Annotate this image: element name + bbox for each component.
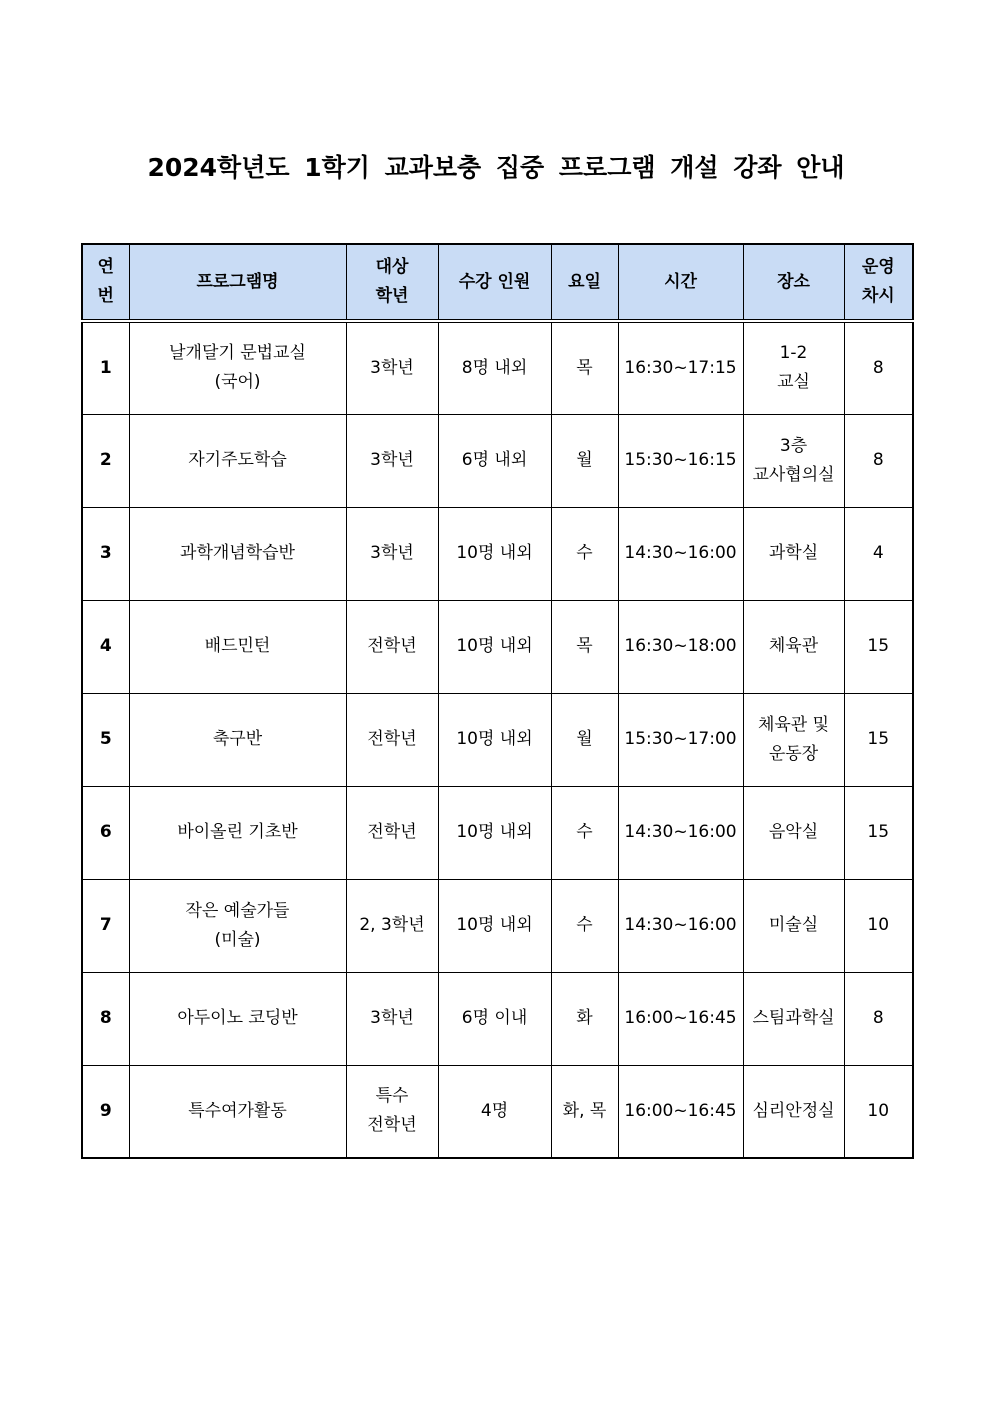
cell-program-line: (미술) xyxy=(214,929,261,950)
cell-capacity: 6명 이내 xyxy=(438,972,551,1065)
program-table xyxy=(81,243,914,1159)
cell-capacity: 8명 내외 xyxy=(438,321,551,414)
cell-sessions: 8 xyxy=(844,414,913,507)
cell-time: 14:30~16:00 xyxy=(618,879,743,972)
cell-program-line: 배드민턴 xyxy=(204,636,271,656)
header-grade-line-1: 대상 xyxy=(375,257,409,277)
cell-day: 목 xyxy=(551,600,618,693)
cell-time: 14:30~16:00 xyxy=(618,507,743,600)
cell-grade xyxy=(346,600,438,693)
header-grade-line-2: 학년 xyxy=(375,286,409,306)
cell-place xyxy=(743,414,844,507)
cell-day: 수 xyxy=(551,879,618,972)
header-place-label: 장소 xyxy=(777,271,810,292)
cell-place xyxy=(743,879,844,972)
cell-program-line: 작은 예술가들 xyxy=(185,900,290,921)
cell-capacity: 10명 내외 xyxy=(438,693,551,786)
cell-time: 16:30~18:00 xyxy=(618,600,743,693)
cell-place xyxy=(743,600,844,693)
cell-sessions: 4 xyxy=(844,507,913,600)
header-capacity xyxy=(438,244,551,321)
cell-program-line: 자기주도학습 xyxy=(188,450,287,470)
cell-place xyxy=(743,693,844,786)
cell-no: 9 xyxy=(82,1065,129,1158)
header-program xyxy=(129,244,346,321)
cell-grade-line: 전학년 xyxy=(367,636,417,656)
cell-no: 1 xyxy=(82,321,129,414)
cell-sessions: 10 xyxy=(844,879,913,972)
cell-place-line: 체육관 xyxy=(768,636,819,656)
cell-sessions: 15 xyxy=(844,786,913,879)
cell-program xyxy=(129,972,346,1065)
cell-place-line: 1-2 xyxy=(779,343,808,364)
header-no-line-2: 번 xyxy=(97,286,114,306)
header-capacity-label: 수강 인원 xyxy=(458,271,531,292)
cell-program xyxy=(129,507,346,600)
cell-program-line: 바이올린 기초반 xyxy=(177,822,298,842)
cell-capacity: 10명 내외 xyxy=(438,600,551,693)
table-body xyxy=(82,321,913,1158)
header-sessions-line-2: 차시 xyxy=(861,286,895,306)
cell-program-line: 날개달기 문법교실 xyxy=(169,343,306,364)
cell-place-line: 3층 xyxy=(779,435,808,456)
cell-time: 16:00~16:45 xyxy=(618,1065,743,1158)
table-row xyxy=(82,600,913,693)
cell-place-line: 심리안정실 xyxy=(752,1100,835,1121)
header-no-line-1: 연 xyxy=(97,257,114,277)
cell-grade xyxy=(346,414,438,507)
cell-no: 3 xyxy=(82,507,129,600)
cell-day: 수 xyxy=(551,786,618,879)
cell-grade-line: 전학년 xyxy=(367,1115,417,1136)
cell-grade xyxy=(346,1065,438,1158)
cell-place-line: 음악실 xyxy=(768,822,819,842)
header-place xyxy=(743,244,844,321)
cell-program-line: 특수여가활동 xyxy=(188,1100,287,1121)
cell-capacity: 10명 내외 xyxy=(438,786,551,879)
cell-no: 4 xyxy=(82,600,129,693)
table-row xyxy=(82,693,913,786)
table-row xyxy=(82,414,913,507)
cell-program xyxy=(129,600,346,693)
cell-grade-line: 3학년 xyxy=(370,357,414,378)
cell-time: 15:30~16:15 xyxy=(618,414,743,507)
cell-grade xyxy=(346,321,438,414)
cell-program-line: (국어) xyxy=(214,372,261,393)
cell-time: 16:30~17:15 xyxy=(618,321,743,414)
cell-no: 8 xyxy=(82,972,129,1065)
table-row xyxy=(82,1065,913,1158)
cell-day: 수 xyxy=(551,507,618,600)
cell-place-line: 교실 xyxy=(777,372,810,393)
cell-grade-line: 전학년 xyxy=(367,729,417,749)
cell-capacity: 4명 xyxy=(438,1065,551,1158)
cell-sessions: 8 xyxy=(844,972,913,1065)
cell-time: 15:30~17:00 xyxy=(618,693,743,786)
cell-grade xyxy=(346,507,438,600)
cell-sessions: 15 xyxy=(844,693,913,786)
cell-no: 7 xyxy=(82,879,129,972)
cell-place-line: 운동장 xyxy=(768,743,819,764)
cell-program xyxy=(129,1065,346,1158)
cell-no: 6 xyxy=(82,786,129,879)
cell-day: 화 xyxy=(551,972,618,1065)
cell-no: 5 xyxy=(82,693,129,786)
cell-no: 2 xyxy=(82,414,129,507)
cell-place-line: 교사협의실 xyxy=(752,464,835,485)
cell-sessions: 8 xyxy=(844,321,913,414)
cell-place-line: 체육관 및 xyxy=(757,714,830,735)
cell-program xyxy=(129,693,346,786)
cell-grade xyxy=(346,972,438,1065)
cell-capacity: 6명 내외 xyxy=(438,414,551,507)
cell-sessions: 15 xyxy=(844,600,913,693)
table-row xyxy=(82,879,913,972)
cell-program xyxy=(129,321,346,414)
cell-day: 화, 목 xyxy=(551,1065,618,1158)
cell-place xyxy=(743,1065,844,1158)
cell-grade xyxy=(346,693,438,786)
table-row xyxy=(82,972,913,1065)
page-title: 2024학년도 1학기 교과보충 집중 프로그램 개설 강좌 안내 xyxy=(147,153,845,182)
cell-grade xyxy=(346,879,438,972)
table-header-row xyxy=(82,244,913,321)
cell-grade-line: 3학년 xyxy=(370,450,414,470)
cell-place xyxy=(743,507,844,600)
cell-capacity: 10명 내외 xyxy=(438,879,551,972)
cell-day: 월 xyxy=(551,693,618,786)
header-grade xyxy=(346,244,438,321)
header-program-label: 프로그램명 xyxy=(196,271,279,292)
cell-time: 14:30~16:00 xyxy=(618,786,743,879)
cell-program-line: 과학개념학습반 xyxy=(180,543,295,563)
table-row xyxy=(82,507,913,600)
cell-program xyxy=(129,786,346,879)
cell-program-line: 축구반 xyxy=(212,729,263,749)
header-day-label: 요일 xyxy=(568,271,601,292)
cell-place xyxy=(743,972,844,1065)
cell-place-line: 미술실 xyxy=(768,915,819,935)
table-row xyxy=(82,321,913,414)
cell-place xyxy=(743,786,844,879)
cell-grade-line: 3학년 xyxy=(370,543,414,563)
cell-capacity: 10명 내외 xyxy=(438,507,551,600)
cell-place-line: 과학실 xyxy=(768,543,819,563)
cell-sessions: 10 xyxy=(844,1065,913,1158)
cell-time: 16:00~16:45 xyxy=(618,972,743,1065)
cell-place-line: 스팀과학실 xyxy=(752,1008,835,1028)
cell-program xyxy=(129,879,346,972)
cell-program-line: 아두이노 코딩반 xyxy=(177,1008,298,1028)
cell-grade-line: 전학년 xyxy=(367,822,417,842)
cell-program xyxy=(129,414,346,507)
header-time xyxy=(618,244,743,321)
header-no xyxy=(82,244,129,321)
cell-day: 월 xyxy=(551,414,618,507)
header-sessions-line-1: 운영 xyxy=(861,257,895,277)
cell-grade-line: 3학년 xyxy=(370,1008,414,1028)
cell-grade xyxy=(346,786,438,879)
header-sessions xyxy=(844,244,913,321)
table-row xyxy=(82,786,913,879)
header-time-label: 시간 xyxy=(664,271,697,292)
cell-grade-line: 특수 xyxy=(375,1086,409,1107)
header-day xyxy=(551,244,618,321)
cell-day: 목 xyxy=(551,321,618,414)
cell-grade-line: 2, 3학년 xyxy=(359,915,425,935)
cell-place xyxy=(743,321,844,414)
